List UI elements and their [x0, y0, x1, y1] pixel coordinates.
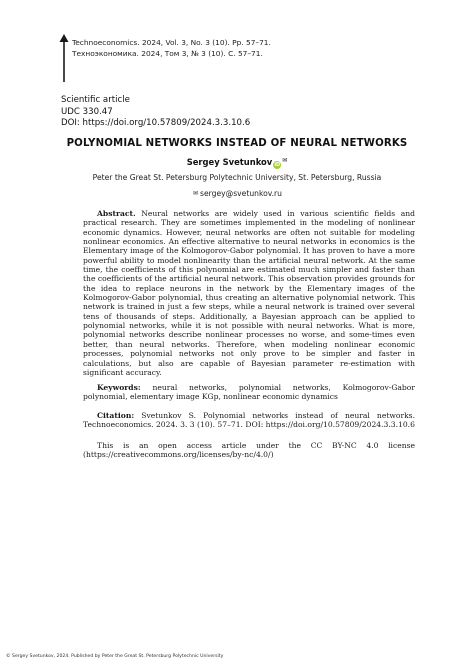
- license-note: This is an open access article under the CC BY-NC 4.0 license (https://creativecommons.org/licenses/by-nc/4.0/): [83, 441, 415, 460]
- udc-code: UDC 330.47: [61, 106, 113, 117]
- author-affiliation: Peter the Great St. Petersburg Polytechnic University, St. Petersburg, Russia: [92, 173, 382, 182]
- journal-header: [72, 37, 271, 59]
- article-type: Scientific article: [61, 95, 130, 105]
- abstract: [83, 209, 415, 377]
- author-email-line: [0, 189, 474, 198]
- abstract-text: Neural networks are widely used in various scientific fields and practical research. They are sometimes implemented in the modeling of nonlinear economic dynamics. However, neural networks are often not suitable for modeling nonlinear economics. An effective alternative to neural networks in economics is the Elementary image of the Kolmogorov-Gabor polynomial. It has proven to have a more powerful ability to model nonlinearity than the artificial neural network. At the same time, the coefficients of this polynomial are estimated much simpler and faster than the coefficients of the artificial neural network. This observation provides grounds for the idea to replace neurons in the network by the Elementary images of the Kolmogorov-Gabor polynomial, thus creating an alternative polynomial network. This network is trained in just a few steps, while a neural network is trained over several tens of thousands of steps. Additionally, a Bayesian approach can be applied to polynomial networks, while it is not possible with neural networks. What is more, polynomial networks describe nonlinear processes no worse, and some-times even better, than neural networks. Therefore, when modeling nonlinear economic processes, polynomial networks not only prove to be simpler and faster in calculations, but also are capable of Bayesian parameter re-estimation with significant accuracy.: [83, 209, 415, 377]
- keywords: [83, 383, 415, 402]
- envelope-icon[interactable]: ✉: [282, 157, 288, 164]
- journal-arrow-mark: [59, 34, 69, 82]
- journal-line-en: Technoeconomics. 2024, Vol. 3, No. 3 (10). Pp. 57–71.: [72, 38, 271, 47]
- article-title: POLYNOMIAL NETWORKS INSTEAD OF NEURAL NETWORKS: [66, 138, 408, 149]
- copyright-footer: © Sergey Svetunkov, 2024. Published by Peter the Great St. Petersburg Polytechnic University: [6, 654, 224, 659]
- orcid-icon[interactable]: iD: [274, 162, 281, 168]
- citation: [83, 411, 415, 430]
- keywords-text: neural networks, polynomial networks, Kolmogorov-Gabor polynomial, elementary image KGp, nonlinear economic dynamics: [83, 383, 415, 402]
- author-name[interactable]: Sergey Svetunkov: [186, 157, 273, 167]
- doi-link[interactable]: DOI: https://doi.org/10.57809/2024.3.3.10.6: [61, 118, 251, 128]
- keywords-label: Keywords:: [97, 383, 141, 392]
- author-line: [0, 157, 474, 169]
- abstract-label: Abstract.: [97, 209, 136, 218]
- author-email[interactable]: sergey@svetunkov.ru: [200, 189, 282, 198]
- journal-line-ru: Техноэкономика. 2024, Том 3, № 3 (10). С. 57–71.: [72, 49, 263, 58]
- citation-label: Citation:: [97, 411, 135, 420]
- citation-text: Svetunkov S. Polynomial networks instead of neural networks. Technoeconomics. 2024. 3. 3 (10). 57–71. DOI: https://doi.org/10.57809/2024.3.3.10.6: [83, 411, 415, 430]
- envelope-icon: ✉: [193, 190, 199, 197]
- article-meta: [61, 95, 250, 130]
